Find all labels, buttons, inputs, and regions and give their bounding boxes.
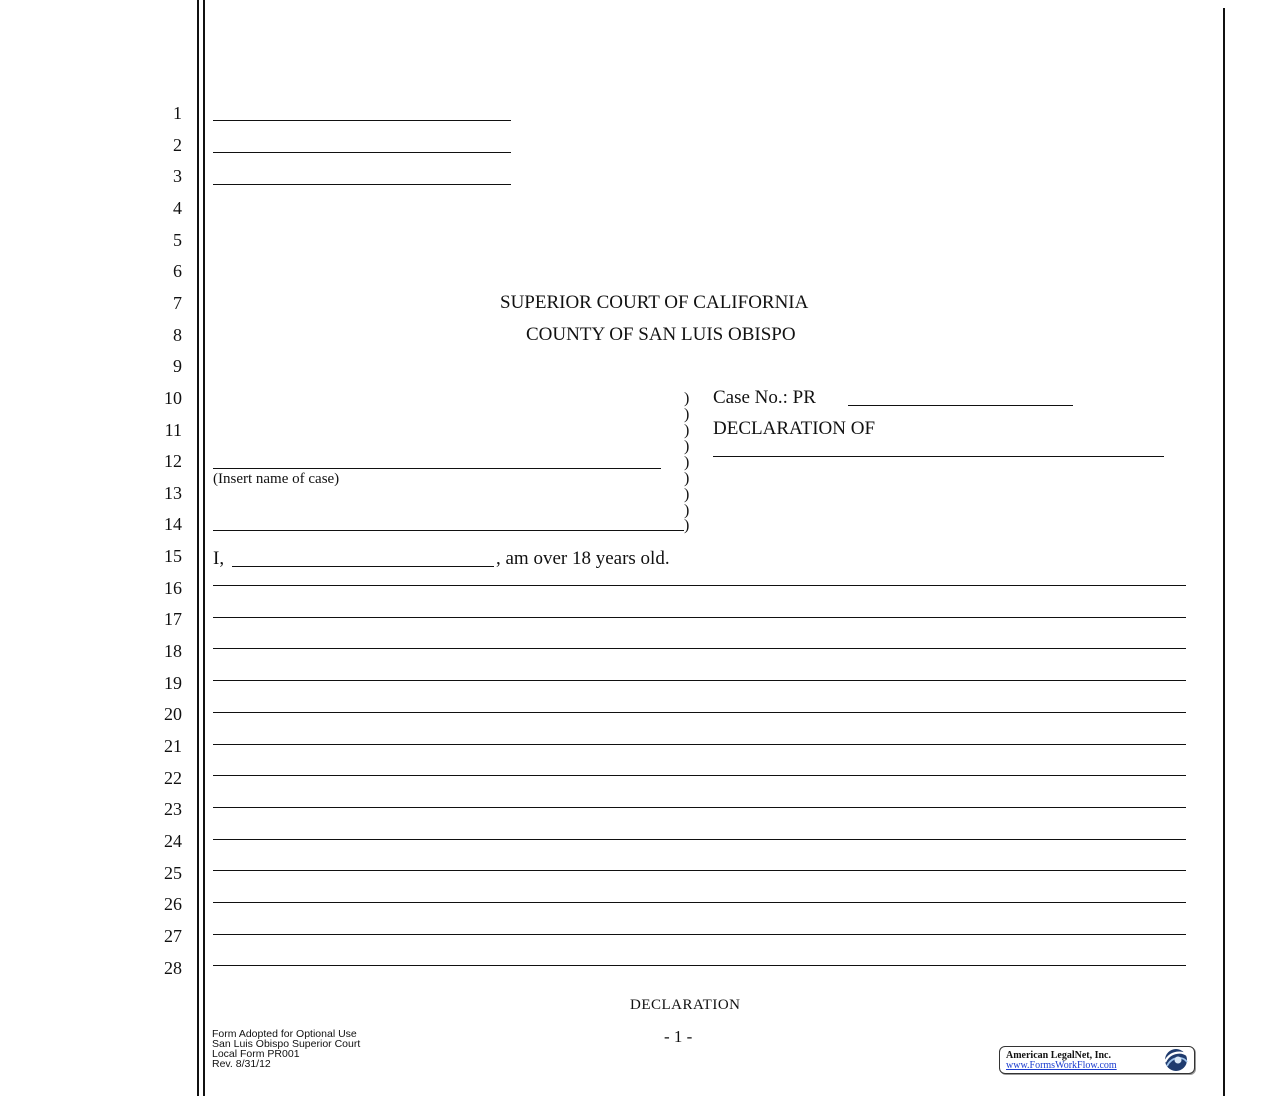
caption-bottom-rule <box>213 530 684 531</box>
line-number: 26 <box>164 894 182 915</box>
declaration-body-line[interactable] <box>213 965 1186 966</box>
line-number: 23 <box>164 799 182 820</box>
line-number: 15 <box>164 546 182 567</box>
declaration-body-line[interactable] <box>213 680 1186 681</box>
caption-paren: ) <box>684 517 690 534</box>
line-number: 12 <box>164 451 182 472</box>
party-info-blank-1[interactable] <box>213 120 511 121</box>
declaration-body-line[interactable] <box>213 934 1186 935</box>
declaration-body-line[interactable] <box>213 744 1186 745</box>
declaration-body-line[interactable] <box>213 775 1186 776</box>
line-number: 7 <box>173 292 182 313</box>
line-number: 22 <box>164 767 182 788</box>
line-number: 2 <box>173 134 182 155</box>
line-number: 14 <box>164 514 182 535</box>
line-number: 21 <box>164 736 182 756</box>
publisher-logo[interactable] <box>999 1046 1195 1074</box>
right-margin-rule <box>1223 8 1225 1096</box>
line-number: 8 <box>173 324 182 345</box>
declarant-suffix: , am over 18 years old. <box>496 548 670 569</box>
party-info-blank-3[interactable] <box>213 184 511 185</box>
globe-swirl-icon <box>1156 1047 1192 1073</box>
party-info-blank-2[interactable] <box>213 152 511 153</box>
declaration-body-line[interactable] <box>213 712 1186 713</box>
line-number: 3 <box>173 166 182 187</box>
line-number: 11 <box>164 419 182 440</box>
line-number: 20 <box>164 704 182 725</box>
declaration-body-line[interactable] <box>213 870 1186 871</box>
caption-paren: ) <box>684 438 690 455</box>
line-number: 19 <box>164 672 182 693</box>
declarant-name-field[interactable] <box>232 566 494 567</box>
case-name-field[interactable] <box>213 468 661 469</box>
publisher-name: American LegalNet, Inc. <box>1006 1050 1111 1061</box>
line-number: 1 <box>173 103 182 123</box>
case-number-label: Case No.: PR <box>713 387 816 408</box>
left-margin-rule-inner <box>203 0 205 1096</box>
form-info-line-1: Form Adopted for Optional Use <box>212 1028 357 1040</box>
page-number: - 1 - <box>664 1027 693 1046</box>
footer-title: DECLARATION <box>630 997 741 1013</box>
declaration-body-line[interactable] <box>213 648 1186 649</box>
declaration-body-line[interactable] <box>213 585 1186 586</box>
line-number: 9 <box>173 356 182 377</box>
line-number: 24 <box>164 830 182 851</box>
line-number: 16 <box>164 577 182 598</box>
declaration-body-line[interactable] <box>213 902 1186 903</box>
caption-paren: ) <box>684 406 690 423</box>
caption-paren: ) <box>684 422 690 439</box>
line-number: 25 <box>164 862 182 883</box>
caption-paren: ) <box>684 486 690 503</box>
line-number: 6 <box>173 261 182 282</box>
declarant-prefix: I, <box>213 548 225 569</box>
line-number: 5 <box>173 229 182 250</box>
line-number: 28 <box>164 957 182 978</box>
caption-paren: ) <box>684 390 690 407</box>
line-number: 18 <box>164 641 182 662</box>
declaration-body-line[interactable] <box>213 839 1186 840</box>
publisher-url-link[interactable]: www.FormsWorkFlow.com <box>1006 1060 1117 1071</box>
left-margin-rule-outer <box>197 0 199 1096</box>
declaration-of-label: DECLARATION OF <box>713 418 876 439</box>
line-number: 10 <box>164 387 182 408</box>
declarant-title-field[interactable] <box>713 456 1164 457</box>
line-number: 17 <box>164 609 182 630</box>
declaration-body-line[interactable] <box>213 617 1186 618</box>
declaration-body-line[interactable] <box>213 807 1186 808</box>
line-number: 13 <box>164 482 182 503</box>
case-name-hint: (Insert name of case) <box>213 471 340 487</box>
form-info-line-3: Local Form PR001 <box>212 1048 300 1060</box>
form-info-line-2: San Luis Obispo Superior Court <box>212 1038 361 1050</box>
caption-paren: ) <box>684 454 690 471</box>
caption-paren: ) <box>684 470 690 487</box>
court-heading-line1: SUPERIOR COURT OF CALIFORNIA <box>500 292 809 313</box>
case-number-field[interactable] <box>848 405 1073 406</box>
court-heading-line2: COUNTY OF SAN LUIS OBISPO <box>526 324 796 345</box>
form-info-line-4: Rev. 8/31/12 <box>212 1058 271 1070</box>
caption-paren: ) <box>684 502 690 519</box>
line-number: 27 <box>164 925 182 946</box>
line-number: 4 <box>173 197 182 218</box>
